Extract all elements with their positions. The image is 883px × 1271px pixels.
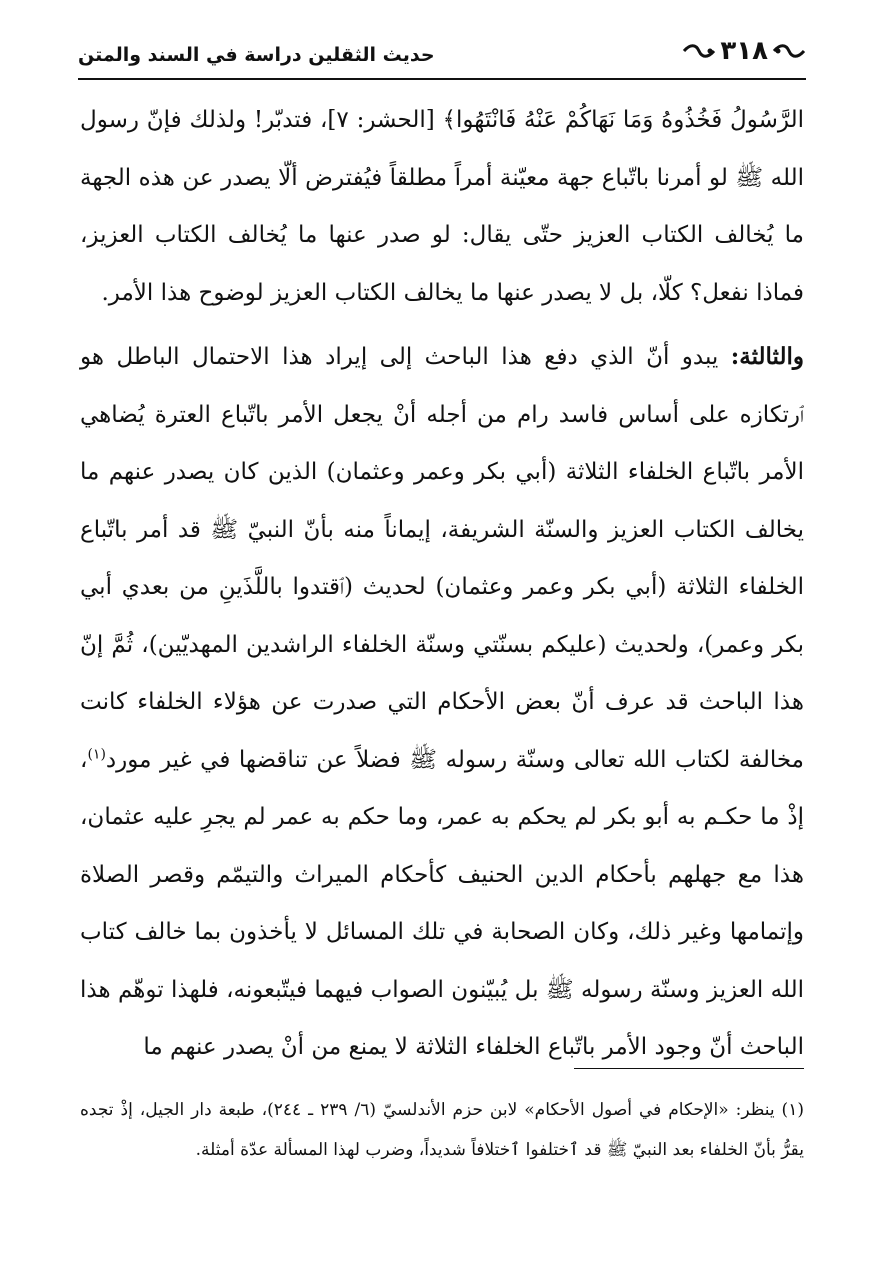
footnote-divider — [574, 1068, 804, 1069]
main-text — [80, 92, 804, 1077]
footnote: (١) ينظر: «الإحكام في أصول الأحكام» لابن حزم الأندلسيّ (٦/ ٢٣٩ ـ ٢٤٤)، طبعة دار الجيل، إذْ تجده يقرُّ بأنّ الخلفاء بعد النبيّ ﷺ قد ٱختلفوا ٱختلافاً شديداً، وضرب لهذا المسألة عدّة أمثلة. — [80, 1100, 804, 1160]
paragraph-text: يبدو أنّ الذي دفع هذا الباحث إلى إيراد هذا الاحتمال الباطل هو ٱرتكازه على أساس فاسد رام من أجله أنْ يجعل الأمر باتّباع العترة يُضاهي الأمر باتّباع الخلفاء الثلاثة (أبي بكر وعمر وعثمان) الذين كان يصدر عنهم ما يخالف الكتاب العزيز والسنّة الشريفة، إيماناً منه بأنّ النبيّ ﷺ قد أمر باتّباع الخلفاء الثلاثة (أبي بكر وعمر وعثمان) لحديث (ٱقتدوا باللَّذَينِ من بعدي أبي بكر وعمر)، ولحديث (عليكم بسنّتي وسنّة الخلفاء الراشدين المهديّين)، ثُمَّ إنّ هذا الباحث قد عرف أنّ بعض الأحكام التي صدرت عن هؤلاء الخلفاء كانت مخالفة لكتاب الله تعالى وسنّة رسوله ﷺ فضلاً عن تناقضها في غير مورد — [80, 344, 804, 773]
page-number-block — [682, 36, 806, 66]
running-title: حديث الثقلين دراسة في السند والمتن — [78, 44, 435, 66]
footnotes — [80, 1090, 804, 1170]
running-header — [78, 28, 806, 80]
ornament-icon — [682, 44, 716, 58]
page-number: ٣١٨ — [720, 36, 768, 66]
paragraph — [80, 328, 804, 1077]
paragraph-lead: والثالثة: — [730, 343, 804, 370]
footnote-ref[interactable]: (١) — [87, 745, 106, 762]
ornament-icon — [772, 44, 806, 58]
paragraph-tail: ، إذْ ما حكـم به أبو بكر لم يحكم به عمر، وما حكم به عمر لم يجرِ عليه عثمان، هذا مع جهلهم بأحكام الدين الحنيف كأحكام الميراث والتيمّم وقصر الصلاة وإتمامها وغير ذلك، وكان الصحابة في تلك المسائل لا يأخذون بما خالف كتاب الله العزيز وسنّة رسوله ﷺ بل يُبيّنون الصواب فيهما فيتّبعونه، فلهذا توهّم هذا الباحث أنّ وجود الأمر باتّباع الخلفاء الثلاثة لا يمنع من أنْ يصدر عنهم ما — [80, 746, 804, 1060]
paragraph-text: الرَّسُولُ فَخُذُوهُ وَمَا نَهَاكُمْ عَنْهُ فَانْتَهُوا﴾ [الحشر: ٧]، فتدبّر! ولذلك فإنّ رسول الله ﷺ لو أمرنا باتّباع جهة معيّنة أمراً مطلقاً فيُفترض ألّا يصدر عن هذه الجهة ما يُخالف الكتاب العزيز حتّى يقال: لو صدر عنها ما يُخالف الكتاب العزيز، فماذا نفعل؟ كلّا، بل لا يصدر عنها ما يخالف الكتاب العزيز لوضوح هذا الأمر. — [80, 107, 804, 306]
paragraph — [80, 92, 804, 322]
